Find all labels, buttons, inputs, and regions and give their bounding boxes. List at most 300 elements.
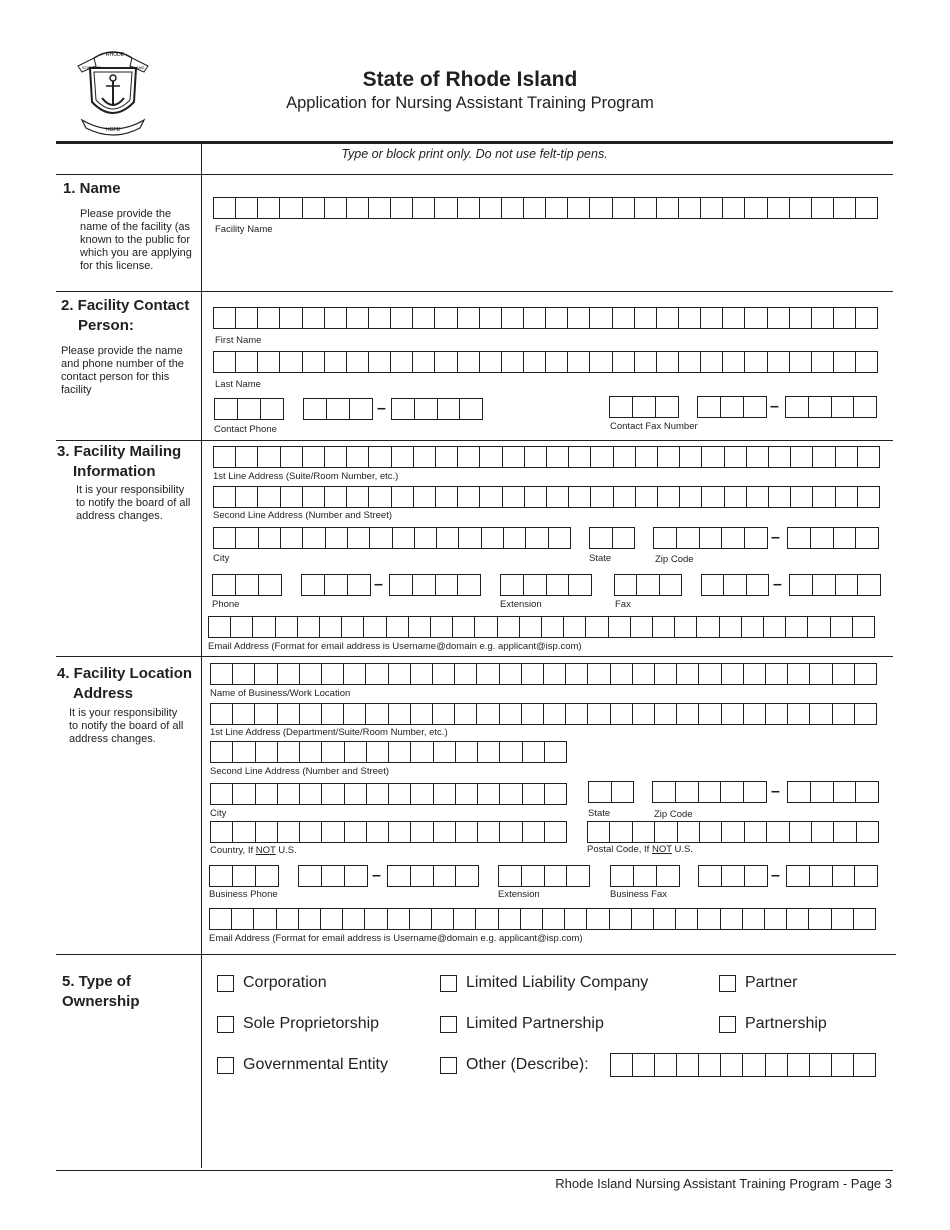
ownership-option-llc[interactable] — [440, 974, 648, 992]
character-cell[interactable] — [699, 704, 721, 724]
character-cell[interactable] — [456, 866, 478, 886]
character-cell[interactable] — [325, 352, 347, 372]
character-cell[interactable] — [543, 909, 565, 929]
character-cell[interactable] — [475, 617, 497, 637]
character-cell[interactable] — [211, 704, 233, 724]
checkbox[interactable] — [217, 975, 234, 992]
mailing-fax-area-input[interactable] — [614, 574, 682, 596]
character-cell[interactable] — [590, 528, 613, 548]
character-cell[interactable] — [769, 447, 791, 467]
character-cell[interactable] — [480, 447, 502, 467]
character-cell[interactable] — [546, 352, 568, 372]
character-cell[interactable] — [564, 617, 586, 637]
character-cell[interactable] — [834, 782, 857, 802]
character-cell[interactable] — [411, 822, 433, 842]
character-cell[interactable] — [636, 487, 658, 507]
character-cell[interactable] — [370, 528, 392, 548]
character-cell[interactable] — [791, 487, 813, 507]
character-cell[interactable] — [611, 866, 634, 886]
character-cell[interactable] — [454, 909, 476, 929]
character-cell[interactable] — [233, 742, 255, 762]
character-cell[interactable] — [211, 784, 233, 804]
location-city-input[interactable] — [210, 783, 567, 805]
character-cell[interactable] — [657, 308, 679, 328]
character-cell[interactable] — [566, 704, 588, 724]
character-cell[interactable] — [744, 397, 766, 417]
character-cell[interactable] — [836, 487, 858, 507]
character-cell[interactable] — [786, 397, 809, 417]
character-cell[interactable] — [236, 575, 259, 595]
character-cell[interactable] — [303, 198, 325, 218]
character-cell[interactable] — [613, 528, 635, 548]
character-cell[interactable] — [281, 528, 303, 548]
character-cell[interactable] — [344, 704, 366, 724]
character-cell[interactable] — [679, 352, 701, 372]
character-cell[interactable] — [855, 704, 876, 724]
character-cell[interactable] — [215, 399, 238, 419]
character-cell[interactable] — [590, 308, 612, 328]
mailing-extension-input[interactable] — [500, 574, 592, 596]
character-cell[interactable] — [743, 909, 765, 929]
character-cell[interactable] — [633, 822, 655, 842]
character-cell[interactable] — [391, 198, 413, 218]
character-cell[interactable] — [258, 198, 280, 218]
character-cell[interactable] — [392, 487, 414, 507]
character-cell[interactable] — [258, 352, 280, 372]
character-cell[interactable] — [813, 487, 835, 507]
character-cell[interactable] — [321, 909, 343, 929]
character-cell[interactable] — [500, 742, 522, 762]
character-cell[interactable] — [434, 784, 456, 804]
character-cell[interactable] — [236, 528, 258, 548]
character-cell[interactable] — [745, 198, 767, 218]
character-cell[interactable] — [350, 399, 372, 419]
character-cell[interactable] — [568, 198, 590, 218]
character-cell[interactable] — [722, 664, 744, 684]
character-cell[interactable] — [569, 575, 591, 595]
character-cell[interactable] — [433, 664, 455, 684]
character-cell[interactable] — [856, 782, 878, 802]
character-cell[interactable] — [858, 575, 880, 595]
character-cell[interactable] — [810, 866, 833, 886]
character-cell[interactable] — [588, 704, 610, 724]
character-cell[interactable] — [233, 866, 256, 886]
character-cell[interactable] — [499, 866, 522, 886]
character-cell[interactable] — [482, 528, 504, 548]
character-cell[interactable] — [299, 866, 322, 886]
character-cell[interactable] — [480, 198, 502, 218]
character-cell[interactable] — [410, 909, 432, 929]
character-cell[interactable] — [699, 1054, 721, 1076]
character-cell[interactable] — [478, 822, 500, 842]
character-cell[interactable] — [344, 664, 366, 684]
character-cell[interactable] — [675, 617, 697, 637]
character-cell[interactable] — [280, 308, 302, 328]
character-cell[interactable] — [258, 447, 280, 467]
character-cell[interactable] — [347, 487, 369, 507]
business-fax-prefix-input[interactable] — [698, 865, 768, 887]
character-cell[interactable] — [721, 1054, 743, 1076]
character-cell[interactable] — [702, 575, 724, 595]
business-fax-area-input[interactable] — [610, 865, 680, 887]
character-cell[interactable] — [458, 308, 480, 328]
character-cell[interactable] — [812, 308, 834, 328]
character-cell[interactable] — [522, 704, 544, 724]
character-cell[interactable] — [214, 447, 236, 467]
contact-fax-line-input[interactable] — [785, 396, 877, 418]
character-cell[interactable] — [304, 399, 327, 419]
checkbox[interactable] — [719, 1016, 736, 1033]
character-cell[interactable] — [545, 742, 566, 762]
character-cell[interactable] — [415, 399, 438, 419]
character-cell[interactable] — [415, 528, 437, 548]
character-cell[interactable] — [677, 528, 700, 548]
character-cell[interactable] — [745, 528, 767, 548]
character-cell[interactable] — [586, 617, 608, 637]
character-cell[interactable] — [743, 1054, 765, 1076]
character-cell[interactable] — [854, 397, 876, 417]
facility-name-input[interactable] — [213, 197, 878, 219]
character-cell[interactable] — [701, 308, 723, 328]
character-cell[interactable] — [409, 617, 431, 637]
character-cell[interactable] — [347, 352, 369, 372]
character-cell[interactable] — [414, 487, 436, 507]
character-cell[interactable] — [256, 866, 278, 886]
character-cell[interactable] — [209, 617, 231, 637]
character-cell[interactable] — [545, 784, 566, 804]
character-cell[interactable] — [503, 447, 525, 467]
character-cell[interactable] — [526, 528, 548, 548]
character-cell[interactable] — [568, 308, 590, 328]
character-cell[interactable] — [325, 447, 347, 467]
character-cell[interactable] — [480, 308, 502, 328]
ownership-option-sole-proprietorship[interactable] — [217, 1015, 379, 1033]
character-cell[interactable] — [788, 704, 810, 724]
character-cell[interactable] — [767, 822, 789, 842]
location-postal-input[interactable] — [587, 821, 879, 843]
character-cell[interactable] — [547, 447, 569, 467]
character-cell[interactable] — [347, 198, 369, 218]
character-cell[interactable] — [389, 742, 411, 762]
character-cell[interactable] — [524, 352, 546, 372]
character-cell[interactable] — [458, 447, 480, 467]
character-cell[interactable] — [236, 487, 258, 507]
character-cell[interactable] — [233, 784, 255, 804]
character-cell[interactable] — [590, 198, 612, 218]
character-cell[interactable] — [214, 308, 236, 328]
character-cell[interactable] — [500, 704, 522, 724]
character-cell[interactable] — [832, 909, 854, 929]
character-cell[interactable] — [591, 447, 613, 467]
character-cell[interactable] — [502, 198, 524, 218]
character-cell[interactable] — [858, 487, 879, 507]
character-cell[interactable] — [679, 308, 701, 328]
character-cell[interactable] — [742, 617, 764, 637]
character-cell[interactable] — [812, 352, 834, 372]
character-cell[interactable] — [435, 198, 457, 218]
character-cell[interactable] — [477, 664, 499, 684]
character-cell[interactable] — [587, 909, 609, 929]
character-cell[interactable] — [744, 782, 766, 802]
last-name-input[interactable] — [213, 351, 878, 373]
character-cell[interactable] — [721, 782, 744, 802]
character-cell[interactable] — [278, 704, 300, 724]
character-cell[interactable] — [280, 352, 302, 372]
character-cell[interactable] — [723, 352, 745, 372]
character-cell[interactable] — [614, 487, 636, 507]
character-cell[interactable] — [854, 1054, 875, 1076]
character-cell[interactable] — [369, 352, 391, 372]
character-cell[interactable] — [327, 399, 350, 419]
character-cell[interactable] — [788, 528, 811, 548]
character-cell[interactable] — [656, 397, 678, 417]
character-cell[interactable] — [458, 198, 480, 218]
character-cell[interactable] — [413, 575, 436, 595]
character-cell[interactable] — [655, 1054, 677, 1076]
character-cell[interactable] — [236, 447, 258, 467]
character-cell[interactable] — [764, 617, 786, 637]
character-cell[interactable] — [521, 909, 543, 929]
character-cell[interactable] — [768, 198, 790, 218]
character-cell[interactable] — [348, 575, 370, 595]
character-cell[interactable] — [300, 784, 322, 804]
mailing-address2-input[interactable] — [213, 486, 880, 508]
character-cell[interactable] — [834, 198, 856, 218]
character-cell[interactable] — [769, 487, 791, 507]
character-cell[interactable] — [790, 352, 812, 372]
character-cell[interactable] — [549, 528, 570, 548]
character-cell[interactable] — [635, 308, 657, 328]
location-zip-input[interactable] — [652, 781, 767, 803]
character-cell[interactable] — [388, 866, 411, 886]
character-cell[interactable] — [657, 866, 679, 886]
character-cell[interactable] — [544, 704, 566, 724]
character-cell[interactable] — [589, 782, 612, 802]
character-cell[interactable] — [834, 308, 856, 328]
character-cell[interactable] — [834, 528, 857, 548]
character-cell[interactable] — [722, 704, 744, 724]
character-cell[interactable] — [277, 909, 299, 929]
character-cell[interactable] — [281, 447, 303, 467]
character-cell[interactable] — [367, 742, 389, 762]
character-cell[interactable] — [342, 617, 364, 637]
character-cell[interactable] — [790, 822, 812, 842]
character-cell[interactable] — [502, 352, 524, 372]
character-cell[interactable] — [610, 397, 633, 417]
character-cell[interactable] — [633, 704, 655, 724]
ownership-option-other[interactable] — [440, 1056, 589, 1074]
character-cell[interactable] — [391, 352, 413, 372]
character-cell[interactable] — [303, 308, 325, 328]
character-cell[interactable] — [211, 664, 233, 684]
character-cell[interactable] — [680, 447, 702, 467]
character-cell[interactable] — [833, 866, 856, 886]
character-cell[interactable] — [233, 664, 255, 684]
character-cell[interactable] — [567, 866, 589, 886]
location-email-input[interactable] — [209, 908, 876, 930]
ownership-option-governmental-entity[interactable] — [217, 1056, 388, 1074]
mailing-zip4-input[interactable] — [787, 527, 879, 549]
character-cell[interactable] — [701, 198, 723, 218]
character-cell[interactable] — [303, 487, 325, 507]
character-cell[interactable] — [808, 617, 830, 637]
character-cell[interactable] — [325, 487, 347, 507]
character-cell[interactable] — [856, 308, 877, 328]
character-cell[interactable] — [722, 528, 745, 548]
character-cell[interactable] — [345, 742, 367, 762]
character-cell[interactable] — [546, 198, 568, 218]
character-cell[interactable] — [720, 617, 742, 637]
character-cell[interactable] — [254, 909, 276, 929]
character-cell[interactable] — [478, 784, 500, 804]
character-cell[interactable] — [565, 909, 587, 929]
character-cell[interactable] — [702, 487, 724, 507]
business-phone-area-input[interactable] — [209, 865, 279, 887]
character-cell[interactable] — [611, 1054, 633, 1076]
character-cell[interactable] — [745, 352, 767, 372]
character-cell[interactable] — [281, 487, 303, 507]
character-cell[interactable] — [747, 447, 769, 467]
character-cell[interactable] — [523, 822, 545, 842]
character-cell[interactable] — [701, 352, 723, 372]
character-cell[interactable] — [856, 528, 878, 548]
character-cell[interactable] — [856, 198, 877, 218]
character-cell[interactable] — [389, 664, 411, 684]
character-cell[interactable] — [477, 704, 499, 724]
character-cell[interactable] — [523, 784, 545, 804]
character-cell[interactable] — [610, 822, 632, 842]
character-cell[interactable] — [456, 822, 478, 842]
character-cell[interactable] — [480, 487, 502, 507]
character-cell[interactable] — [544, 664, 566, 684]
character-cell[interactable] — [679, 198, 701, 218]
character-cell[interactable] — [790, 308, 812, 328]
character-cell[interactable] — [411, 742, 433, 762]
character-cell[interactable] — [325, 575, 348, 595]
character-cell[interactable] — [747, 575, 768, 595]
mailing-address1-input[interactable] — [213, 446, 880, 468]
character-cell[interactable] — [699, 664, 721, 684]
character-cell[interactable] — [525, 487, 547, 507]
character-cell[interactable] — [456, 784, 478, 804]
character-cell[interactable] — [855, 664, 876, 684]
character-cell[interactable] — [256, 742, 278, 762]
character-cell[interactable] — [232, 909, 254, 929]
character-cell[interactable] — [637, 575, 659, 595]
character-cell[interactable] — [658, 447, 680, 467]
character-cell[interactable] — [253, 617, 275, 637]
character-cell[interactable] — [345, 822, 367, 842]
character-cell[interactable] — [231, 617, 253, 637]
character-cell[interactable] — [545, 866, 568, 886]
character-cell[interactable] — [300, 704, 322, 724]
character-cell[interactable] — [300, 742, 322, 762]
character-cell[interactable] — [320, 617, 342, 637]
character-cell[interactable] — [259, 575, 281, 595]
character-cell[interactable] — [435, 308, 457, 328]
character-cell[interactable] — [238, 399, 261, 419]
character-cell[interactable] — [833, 704, 855, 724]
character-cell[interactable] — [635, 198, 657, 218]
character-cell[interactable] — [657, 352, 679, 372]
location-country-input[interactable] — [210, 821, 567, 843]
character-cell[interactable] — [725, 487, 747, 507]
character-cell[interactable] — [499, 909, 521, 929]
character-cell[interactable] — [613, 308, 635, 328]
character-cell[interactable] — [434, 866, 457, 886]
character-cell[interactable] — [369, 447, 391, 467]
character-cell[interactable] — [524, 198, 546, 218]
character-cell[interactable] — [809, 909, 831, 929]
character-cell[interactable] — [431, 617, 453, 637]
character-cell[interactable] — [766, 704, 788, 724]
character-cell[interactable] — [369, 198, 391, 218]
character-cell[interactable] — [345, 866, 367, 886]
mailing-fax-line-input[interactable] — [789, 574, 881, 596]
character-cell[interactable] — [456, 742, 478, 762]
character-cell[interactable] — [303, 528, 325, 548]
character-cell[interactable] — [723, 308, 745, 328]
character-cell[interactable] — [432, 909, 454, 929]
character-cell[interactable] — [588, 664, 610, 684]
character-cell[interactable] — [367, 784, 389, 804]
character-cell[interactable] — [768, 352, 790, 372]
character-cell[interactable] — [853, 617, 874, 637]
character-cell[interactable] — [391, 308, 413, 328]
mailing-phone-prefix-input[interactable] — [301, 574, 371, 596]
character-cell[interactable] — [747, 487, 769, 507]
character-cell[interactable] — [790, 198, 812, 218]
character-cell[interactable] — [214, 198, 236, 218]
character-cell[interactable] — [791, 447, 813, 467]
character-cell[interactable] — [744, 704, 766, 724]
character-cell[interactable] — [633, 397, 656, 417]
character-cell[interactable] — [653, 617, 675, 637]
character-cell[interactable] — [348, 528, 370, 548]
other-describe-input[interactable] — [610, 1053, 876, 1077]
first-name-input[interactable] — [213, 307, 878, 329]
character-cell[interactable] — [345, 784, 367, 804]
character-cell[interactable] — [677, 704, 699, 724]
character-cell[interactable] — [299, 909, 321, 929]
character-cell[interactable] — [366, 704, 388, 724]
character-cell[interactable] — [831, 617, 853, 637]
character-cell[interactable] — [434, 822, 456, 842]
checkbox[interactable] — [217, 1016, 234, 1033]
character-cell[interactable] — [214, 352, 236, 372]
character-cell[interactable] — [213, 575, 236, 595]
character-cell[interactable] — [854, 909, 875, 929]
ownership-option-limited-partnership[interactable] — [440, 1015, 604, 1033]
character-cell[interactable] — [655, 822, 677, 842]
contact-phone-area-input[interactable] — [214, 398, 284, 420]
character-cell[interactable] — [455, 664, 477, 684]
character-cell[interactable] — [258, 308, 280, 328]
character-cell[interactable] — [458, 575, 480, 595]
contact-fax-area-input[interactable] — [609, 396, 679, 418]
character-cell[interactable] — [523, 742, 545, 762]
character-cell[interactable] — [458, 487, 480, 507]
character-cell[interactable] — [459, 528, 481, 548]
character-cell[interactable] — [303, 352, 325, 372]
business-name-input[interactable] — [210, 663, 877, 685]
character-cell[interactable] — [233, 822, 255, 842]
character-cell[interactable] — [504, 528, 526, 548]
character-cell[interactable] — [411, 866, 434, 886]
business-extension-input[interactable] — [498, 865, 590, 887]
character-cell[interactable] — [436, 575, 459, 595]
character-cell[interactable] — [278, 742, 300, 762]
